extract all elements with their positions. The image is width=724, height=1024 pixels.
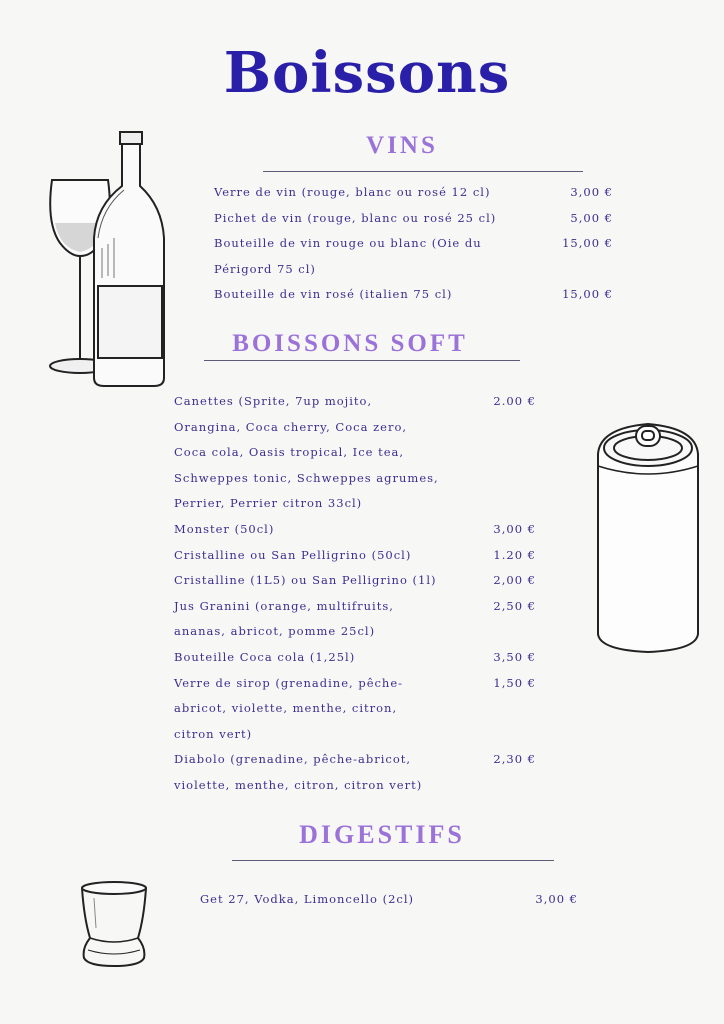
menu-item-line: ananas, abricot, pomme 25cl)	[174, 624, 376, 639]
menu-item-line: violette, menthe, citron, citron vert)	[174, 778, 423, 792]
section-title-digestifs: DIGESTIFS	[299, 820, 465, 849]
menu-item-line: Perrier, Perrier citron 33cl)	[174, 496, 363, 511]
section-title-vins: VINS	[366, 132, 438, 159]
menu-item-price: 15,00 €	[562, 287, 613, 302]
menu-item-price: 1.20 €	[493, 547, 536, 562]
menu-item-price: 2,00 €	[493, 573, 536, 588]
menu-item-line: Bouteille Coca cola (1,25l)	[174, 650, 356, 664]
menu-item-price: 3,00 €	[493, 522, 536, 536]
menu-item-price: 3,00 €	[570, 185, 613, 199]
page-title: Boissons	[223, 40, 511, 106]
menu-item-line: Verre de sirop (grenadine, pêche-	[174, 675, 404, 690]
menu-item-line: Diabolo (grenadine, pêche-abricot,	[174, 752, 412, 767]
menu-item-line: Bouteille de vin rouge ou blanc (Oie du	[214, 236, 482, 251]
menu-item-price: 15,00 €	[562, 236, 613, 251]
menu-item-line: citron vert)	[174, 726, 253, 741]
menu-item-price: 1,50 €	[493, 675, 536, 690]
menu-item-line: Cristalline ou San Pelligrino (50cl)	[174, 547, 412, 562]
menu-item-line: Verre de vin (rouge, blanc ou rosé 12 cl)	[214, 185, 491, 199]
menu-item-line: Schweppes tonic, Schweppes agrumes,	[174, 470, 439, 485]
menu-item-line: Canettes (Sprite, 7up mojito,	[174, 394, 373, 408]
section-divider-digestifs	[232, 860, 554, 861]
menu-item-line: abricot, violette, menthe, citron,	[174, 701, 398, 716]
menu-item-line: Monster (50cl)	[174, 522, 275, 536]
soda-can-icon	[592, 414, 704, 654]
menu-item-price: 5,00 €	[570, 210, 613, 225]
menu-item-price: 2,30 €	[493, 752, 536, 767]
menu-item-line: Get 27, Vodka, Limoncello (2cl)	[200, 892, 415, 906]
menu-item-price: 3,50 €	[493, 650, 536, 664]
menu-item-line: Pichet de vin (rouge, blanc ou rosé 25 cl)	[214, 210, 497, 225]
section-title-soft: BOISSONS SOFT	[232, 330, 468, 357]
menu-item-line: Orangina, Coca cherry, Coca zero,	[174, 419, 408, 434]
wine-bottle-and-glass-icon	[42, 128, 172, 393]
menu-item-price: 2.00 €	[493, 394, 536, 408]
menu-item-price: 2,50 €	[493, 598, 536, 613]
menu-item-line: Cristalline (1L5) ou San Pelligrino (1l)	[174, 573, 437, 588]
menu-item-line: Jus Granini (orange, multifruits,	[174, 598, 394, 613]
section-divider-vins	[263, 171, 583, 172]
menu-item-price: 3,00 €	[535, 892, 578, 906]
section-divider-soft	[204, 360, 520, 361]
menu-item-line: Bouteille de vin rosé (italien 75 cl)	[214, 287, 453, 302]
shot-glass-icon	[74, 878, 154, 970]
menu-item-line: Coca cola, Oasis tropical, Ice tea,	[174, 445, 405, 460]
menu-item-line: Périgord 75 cl)	[214, 261, 316, 276]
